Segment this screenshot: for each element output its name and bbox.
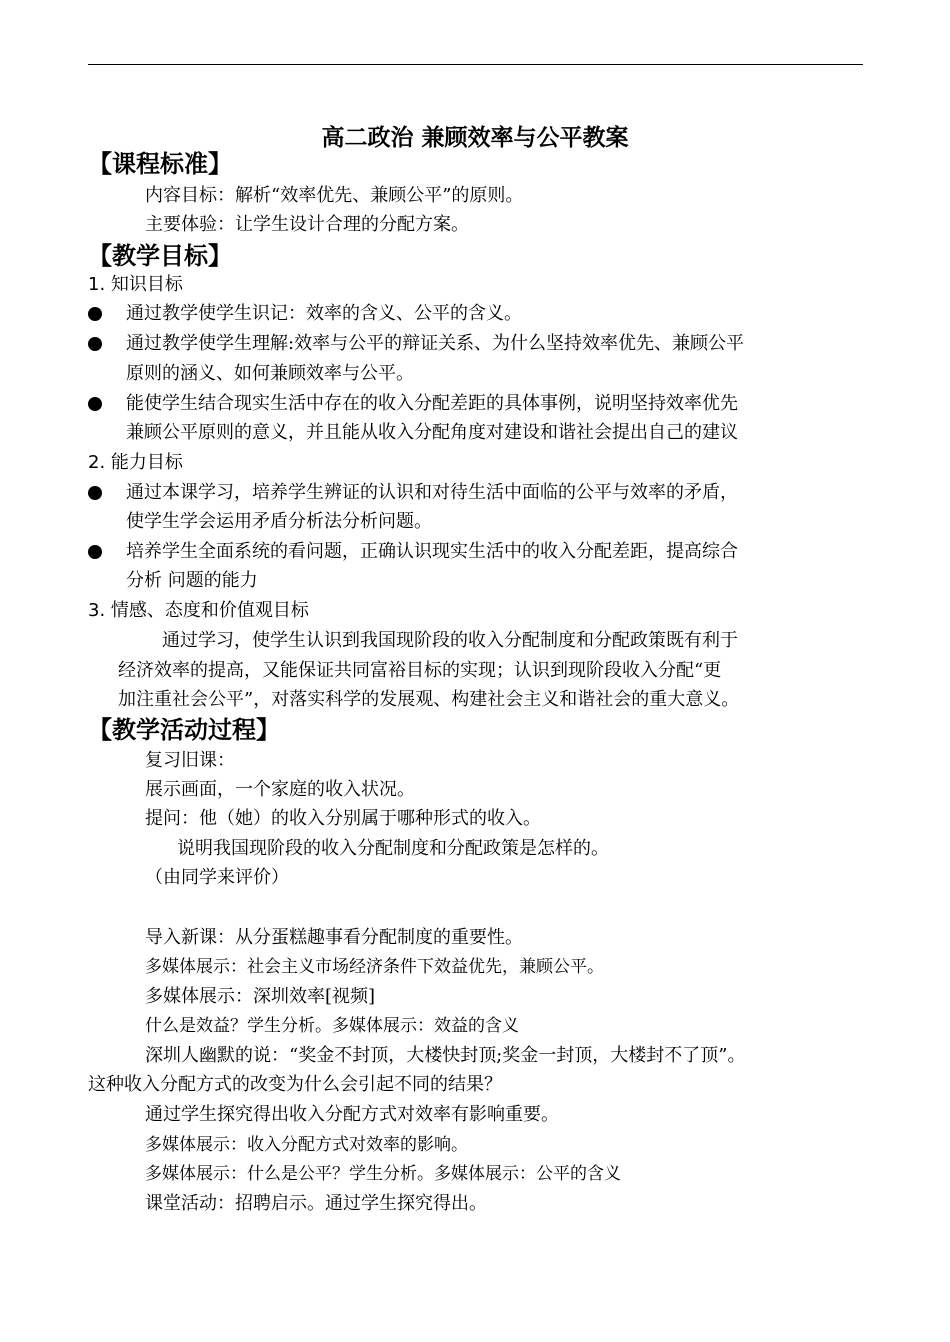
activity-shenzhen-quote-line-2: 这种收入分配方式的改变为什么会引起不同的结果？ [88, 1074, 502, 1095]
activity-fairness-question: 多媒体展示：什么是公平？学生分析。多媒体展示：公平的含义 [145, 1164, 621, 1184]
ability-item-1-line-2: 使学生学会运用矛盾分析法分析问题。 [126, 511, 432, 532]
activity-question: 提问：他（她）的收入分别属于哪种形式的收入。 [145, 808, 541, 829]
activity-media-2: 多媒体展示：收入分配方式对效率的影响。 [145, 1135, 468, 1155]
emotion-text-line-3: 加注重社会公平”，对落实科学的发展观、构建社会主义和谐社会的重大意义。 [118, 689, 740, 710]
knowledge-item-2-line-2: 原则的涵义、如何兼顾效率与公平。 [126, 363, 414, 384]
bullet-icon [88, 337, 102, 351]
section-heading-activities: 【教学活动过程】 [88, 716, 280, 744]
emotion-text-line-2: 经济效率的提高，又能保证共同富裕目标的实现；认识到现阶段收入分配“更 [118, 660, 722, 681]
bullet-icon [88, 307, 102, 321]
ability-subheading: 2. 能力目标 [88, 452, 183, 473]
bullet-icon [88, 545, 102, 559]
section-heading-curriculum: 【课程标准】 [88, 150, 232, 178]
ability-item-2-line-2: 分析 问题的能力 [126, 570, 258, 591]
document-title: 高二政治 兼顾效率与公平教案 [321, 125, 629, 151]
knowledge-item-2-line-1: 通过教学使学生理解:效率与公平的辩证关系、为什么坚持效率优先、兼顾公平 [126, 333, 745, 354]
content-goal-text: 内容目标：解析“效率优先、兼顾公平”的原则。 [145, 185, 524, 206]
knowledge-subheading: 1. 知识目标 [88, 274, 183, 295]
activity-introduction: 导入新课：从分蛋糕趣事看分配制度的重要性。 [145, 927, 523, 948]
ability-item-1-line-1: 通过本课学习，培养学生辨证的认识和对待生活中面临的公平与效率的矛盾， [126, 482, 738, 503]
activity-media-video: 多媒体展示：深圳效率[视频] [145, 986, 376, 1007]
knowledge-item-3-line-1: 能使学生结合现实生活中存在的收入分配差距的具体事例，说明坚持效率优先 [126, 393, 738, 414]
activity-explain: 说明我国现阶段的收入分配制度和分配政策是怎样的。 [177, 838, 609, 859]
experience-text: 主要体验：让学生设计合理的分配方案。 [145, 214, 469, 235]
activity-shenzhen-quote-line-1: 深圳人幽默的说：“奖金不封顶，大楼快封顶;奖金一封顶，大楼封不了顶”。 [145, 1045, 746, 1066]
emotion-text-line-1: 通过学习，使学生认识到我国现阶段的收入分配制度和分配政策既有利于 [162, 630, 738, 651]
activity-inquiry-result: 通过学生探究得出收入分配方式对效率有影响重要。 [145, 1104, 559, 1125]
knowledge-item-3-line-2: 兼顾公平原则的意义，并且能从收入分配角度对建设和谐社会提出自己的建议 [126, 422, 738, 443]
ability-item-2-line-1: 培养学生全面系统的看问题，正确认识现实生活中的收入分配差距，提高综合 [126, 541, 738, 562]
emotion-subheading: 3. 情感、态度和价值观目标 [88, 600, 309, 621]
header-rule [88, 64, 863, 65]
activity-review: 复习旧课： [145, 750, 235, 771]
bullet-icon [88, 486, 102, 500]
activity-peer-review: （由同学来评价） [145, 867, 289, 888]
section-heading-objectives: 【教学目标】 [88, 242, 232, 270]
activity-media-1: 多媒体展示：社会主义市场经济条件下效益优先，兼顾公平。 [145, 957, 604, 977]
activity-classroom: 课堂活动：招聘启示。通过学生探究得出。 [145, 1193, 487, 1214]
activity-show-picture: 展示画面，一个家庭的收入状况。 [145, 779, 415, 800]
bullet-icon [88, 397, 102, 411]
knowledge-item-1: 通过教学使学生识记：效率的含义、公平的含义。 [126, 303, 522, 324]
activity-benefit-question: 什么是效益？学生分析。多媒体展示：效益的含义 [145, 1016, 519, 1036]
